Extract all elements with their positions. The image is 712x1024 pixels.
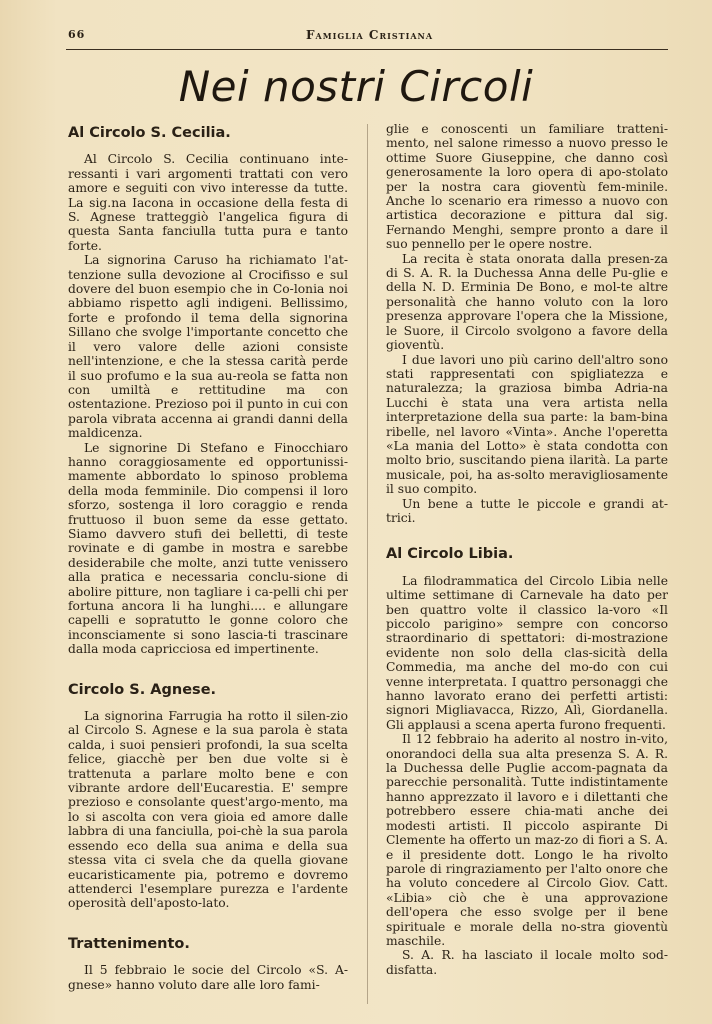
section-spacer (68, 657, 348, 679)
paragraph: La filodrammatica del Circolo Libia nelle ultime settimane di Carnevale ha dato per ben quattro volte il classico la-voro «Il piccolo parigino» sempre con concorso straordinario di spettatori: di-mostrazione evidente non solo della clas-sicità della Commedia, ma anche del mo-do con cui venne interpretata. I quattro personaggi che hanno lavorato erano dei perfetti artisti: signori Migliavacca, Rizzo, Alì, Giordanella. Gli applausi a scena aperta furono frequenti. (386, 573, 668, 732)
page-header (68, 28, 668, 46)
section-spacer (386, 525, 668, 543)
paragraph: Il 12 febbraio ha aderito al nostro in-vito, onorandoci della sua alta presenza S. A. R. la Duchessa delle Puglie accom-pagnata da parecchie personalità. Tutte indistintamente hanno apprezzato il lavoro e i dilettanti che potrebbero essere chia-mati anche dei modesti artisti. Il piccolo aspirante Di Clemente ha offerto un maz-zo di fiori a S. A. e il presidente dott. Longo le ha rivolto parole di ringraziamento per l'alto onore che ha voluto concedere al Circolo Giov. Catt. «Libia» ciò che è una approvazione dell'opera che esso svolge per il bene spirituale e morale della no-stra gioventù maschile. (386, 732, 668, 948)
article-title: Nei nostri Circoli (178, 62, 534, 111)
page-number: 66 (68, 28, 86, 41)
paragraph: S. A. R. ha lasciato il locale molto sod-disfatta. (386, 948, 668, 977)
section-heading-s-cecilia: Al Circolo S. Cecilia. (68, 125, 231, 141)
paragraph: Al Circolo S. Cecilia continuano inte-ressanti i vari argomenti trattati con vero amore e seguiti con vivo interesse da tutte. La sig.na Iacona in occasione della festa di S. Agnese tratteggiò l'angelica figura di questa Santa fanciulla tutta pura e tanto forte. (68, 152, 348, 253)
paragraph: Le signorine Di Stefano e Finocchiaro hanno coraggiosamente ed opportunissi-mamente abbordato lo spinoso problema della moda femminile. Dio compensi il loro sforzo, sostenga il loro coraggio e renda fruttuoso il buon seme da esse gettato. Siamo davvero stufi dei belletti, di teste rovinate e di gambe in mostra e sarebbe desiderabile che molte, anzi tutte venissero alla pratica e necessaria conclu-sione di abolire pitture, non tagliare i ca-pelli chi per fortuna ancora li ha lunghi.... e allungare capelli e sopratutto le gonne coloro che inconsciamente si sono lascia-ti trascinare dalla moda capricciosa ed impertinente. (68, 440, 348, 657)
paragraph-continued: glie e conoscenti un familiare tratteni-mento, nel salone rimesso a nuovo presso le ottime Suore Giuseppine, che danno così generosamente la loro opera di apo-stolato per la nostra cara gioventù fem-minile. Anche lo scenario era rimesso a nuovo con artistica decorazione e pittura dal sig. Fernando Menghi, sempre pronto a dare il suo pennello per le opere nostre. (386, 122, 668, 252)
header-rule (66, 49, 668, 50)
section-heading-s-agnese: Circolo S. Agnese. (68, 681, 217, 698)
section-spacer (68, 911, 348, 933)
left-column (68, 122, 348, 992)
paragraph: La recita è stata onorata dalla presen-za di S. A. R. la Duchessa Anna delle Pu-glie e della N. D. Erminia De Bono, e mol-te altre personalità che hanno voluto con la loro presenza approvare l'opera che la Missione, le Suore, il Circolo svolgono a favore della gioventù. (386, 251, 668, 353)
paragraph: La signorina Caruso ha richiamato l'at-tenzione sulla devozione al Crocifisso e sul dovere del buon esempio che in Co-lonia noi abbiamo rispetto agli indigeni. Bellissimo, forte e profondo il tema della signorina Sillano che svolge l'importante concetto che il vero valore delle azioni consiste nell'intenzione, e che la stessa carità perde il suo profumo e la sua au-reola se fatta non con umiltà e rettitudine ma con ostentazione. Prezioso poi il punto in cui con parola vibrata accenna ai grandi danni della maldicenza. (68, 253, 348, 441)
column-divider (367, 124, 368, 1004)
paragraph: I due lavori uno più carino dell'altro sono stati rappresentati con spigliatezza e naturalezza; la graziosa bimba Adria-na Lucchi è stata una vera artista nella interpretazione della sua parte: la bam-bina ribelle, nel lavoro «Vinta». Anche l'operetta «La mania del Lotto» è stata condotta con molto brio, suscitando piena ilarità. La parte musicale, poi, ha as-solto meravigliosamente il suo compito. (386, 352, 668, 497)
running-title: Famiglia Cristiana (306, 28, 434, 42)
paragraph: Un bene a tutte le piccole e grandi at-trici. (386, 496, 668, 525)
paragraph: Il 5 febbraio le socie del Circolo «S. A-gnese» hanno voluto dare alle loro fami- (68, 963, 348, 992)
paragraph: La signorina Farrugia ha rotto il silen-zio al Circolo S. Agnese e la sua parola è stata calda, i suoi pensieri profondi, la sua scelta felice, giacchè per ben due volte si è trattenuta a parlare molto bene e con vibrante ardore dell'Eucarestia. E' sempre prezioso e consolante quest'argo-mento, ma lo si ascolta con vera gioia ed amore dalle labbra di una fanciulla, poi-chè la sua parola essendo eco della sua anima e della sua stessa vita ci svela che da quella giovane eucaristicamente pia, potremo e dovremo attenderci l'esemplare purezza e l'ardente operosità dell'aposto-lato. (68, 709, 348, 911)
section-heading-libia: Al Circolo Libia. (386, 546, 514, 563)
right-column (386, 122, 668, 977)
section-heading-trattenimento: Trattenimento. (68, 935, 190, 952)
